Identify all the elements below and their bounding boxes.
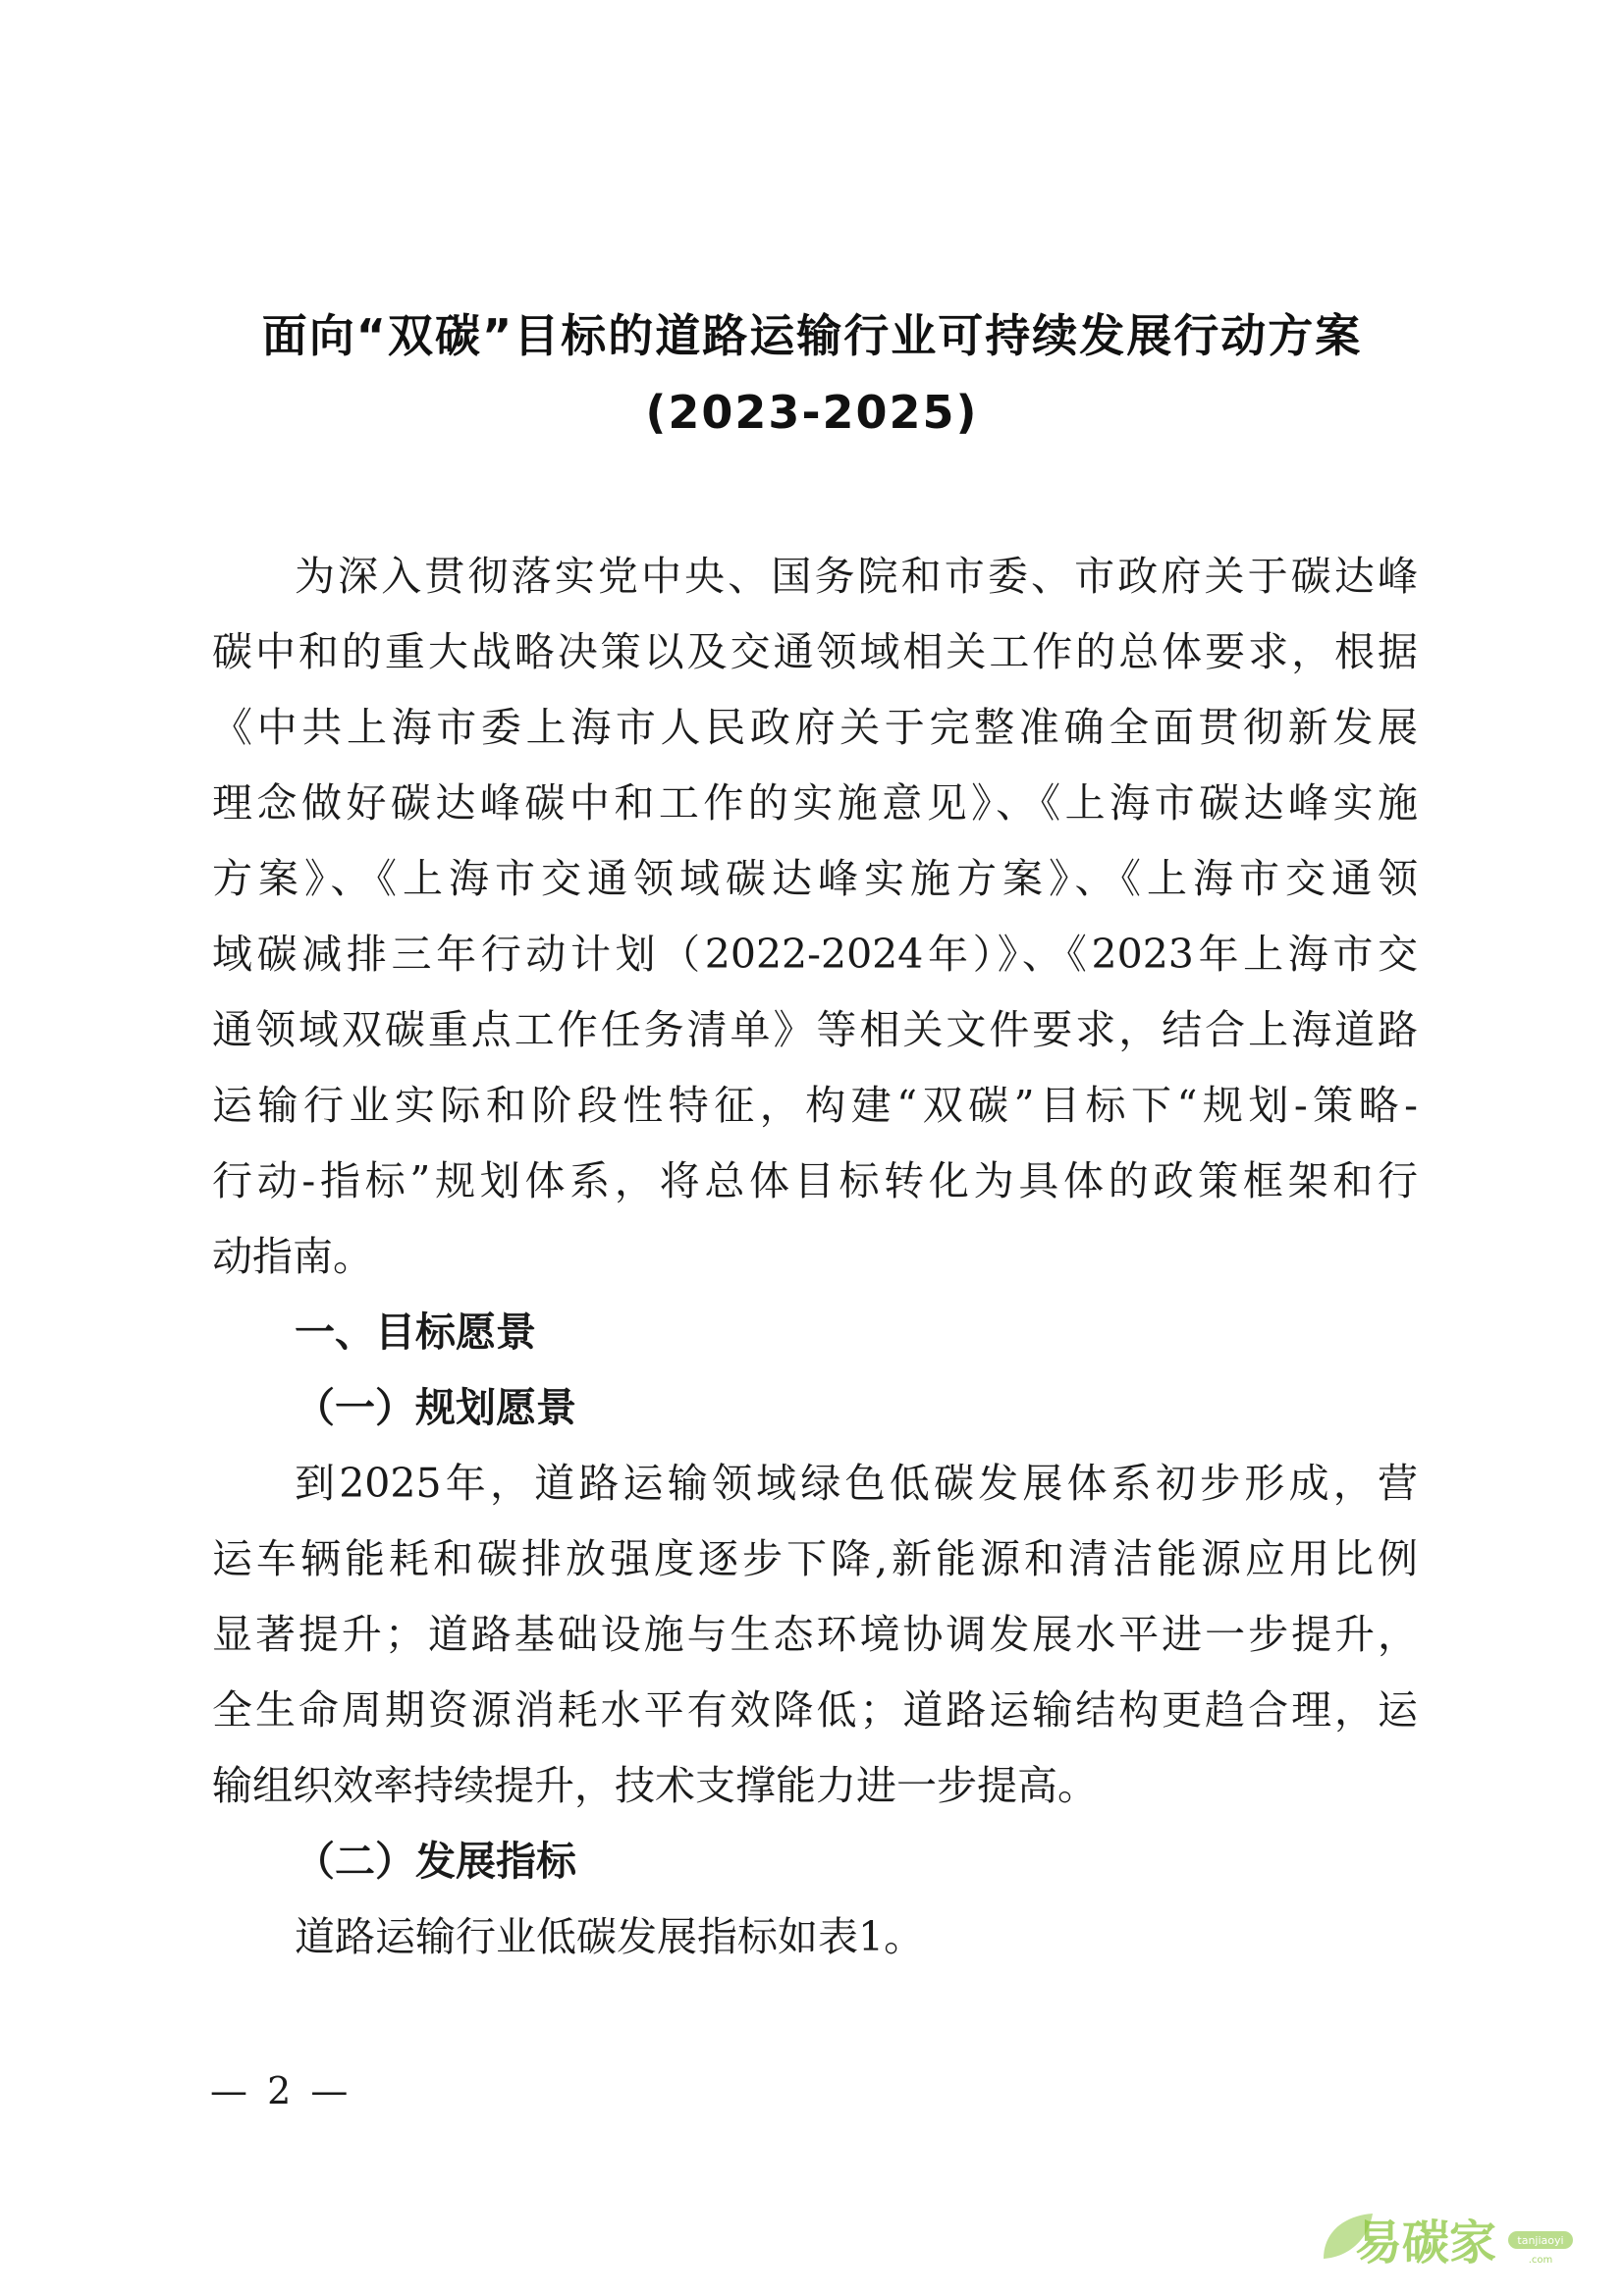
watermark-logo bbox=[1316, 2202, 1581, 2276]
paragraph-line: 《中共上海市委上海市人民政府关于完整准确全面贯彻新发展 bbox=[212, 704, 1418, 751]
paragraph-line: 运输行业实际和阶段性特征，构建“双碳”目标下“规划-策略- bbox=[212, 1082, 1418, 1129]
paragraph-line: 显著提升；道路基础设施与生态环境协调发展水平进一步提升， bbox=[212, 1611, 1418, 1658]
paragraph-line: 域碳减排三年行动计划（2022-2024年）》、《2023年上海市交 bbox=[212, 931, 1418, 978]
page-number: — 2 — bbox=[210, 2069, 352, 2112]
document-title: 面向“双碳”目标的道路运输行业可持续发展行动方案 bbox=[261, 309, 1363, 362]
svg-text:易碳家: 易碳家 bbox=[1355, 2216, 1497, 2270]
paragraph-line: 通领域双碳重点工作任务清单》等相关文件要求，结合上海道路 bbox=[212, 1006, 1418, 1053]
paragraph-line: 碳中和的重大战略决策以及交通领域相关工作的总体要求，根据 bbox=[212, 628, 1418, 675]
svg-text:.com: .com bbox=[1528, 2255, 1553, 2266]
paragraph-line: 动指南。 bbox=[212, 1233, 373, 1280]
svg-text:tanjiaoyi: tanjiaoyi bbox=[1517, 2234, 1564, 2247]
leaf-logo-icon bbox=[1316, 2202, 1581, 2276]
paragraph-line: 行动-指标”规划体系，将总体目标转化为具体的政策框架和行 bbox=[212, 1157, 1418, 1204]
paragraph-line: 理念做好碳达峰碳中和工作的实施意见》、《上海市碳达峰实施 bbox=[212, 779, 1418, 827]
paragraph-line: 方案》、《上海市交通领域碳达峰实施方案》、《上海市交通领 bbox=[212, 855, 1418, 902]
paragraph-line: 道路运输行业低碳发展指标如表1。 bbox=[295, 1913, 925, 1960]
paragraph-line: 为深入贯彻落实党中央、国务院和市委、市政府关于碳达峰 bbox=[295, 553, 1418, 600]
section-heading: 一、目标愿景 bbox=[295, 1308, 536, 1356]
paragraph-line: 输组织效率持续提升，技术支撑能力进一步提高。 bbox=[212, 1762, 1098, 1809]
document-title-years: (2023-2025) bbox=[645, 386, 979, 439]
paragraph-line: 全生命周期资源消耗水平有效降低；道路运输结构更趋合理，运 bbox=[212, 1686, 1418, 1734]
subsection-heading: （二）发展指标 bbox=[295, 1838, 576, 1885]
paragraph-line: 到2025年，道路运输领域绿色低碳发展体系初步形成，营 bbox=[295, 1460, 1418, 1507]
paragraph-line: 运车辆能耗和碳排放强度逐步下降,新能源和清洁能源应用比例 bbox=[212, 1535, 1418, 1582]
subsection-heading: （一）规划愿景 bbox=[295, 1384, 576, 1431]
